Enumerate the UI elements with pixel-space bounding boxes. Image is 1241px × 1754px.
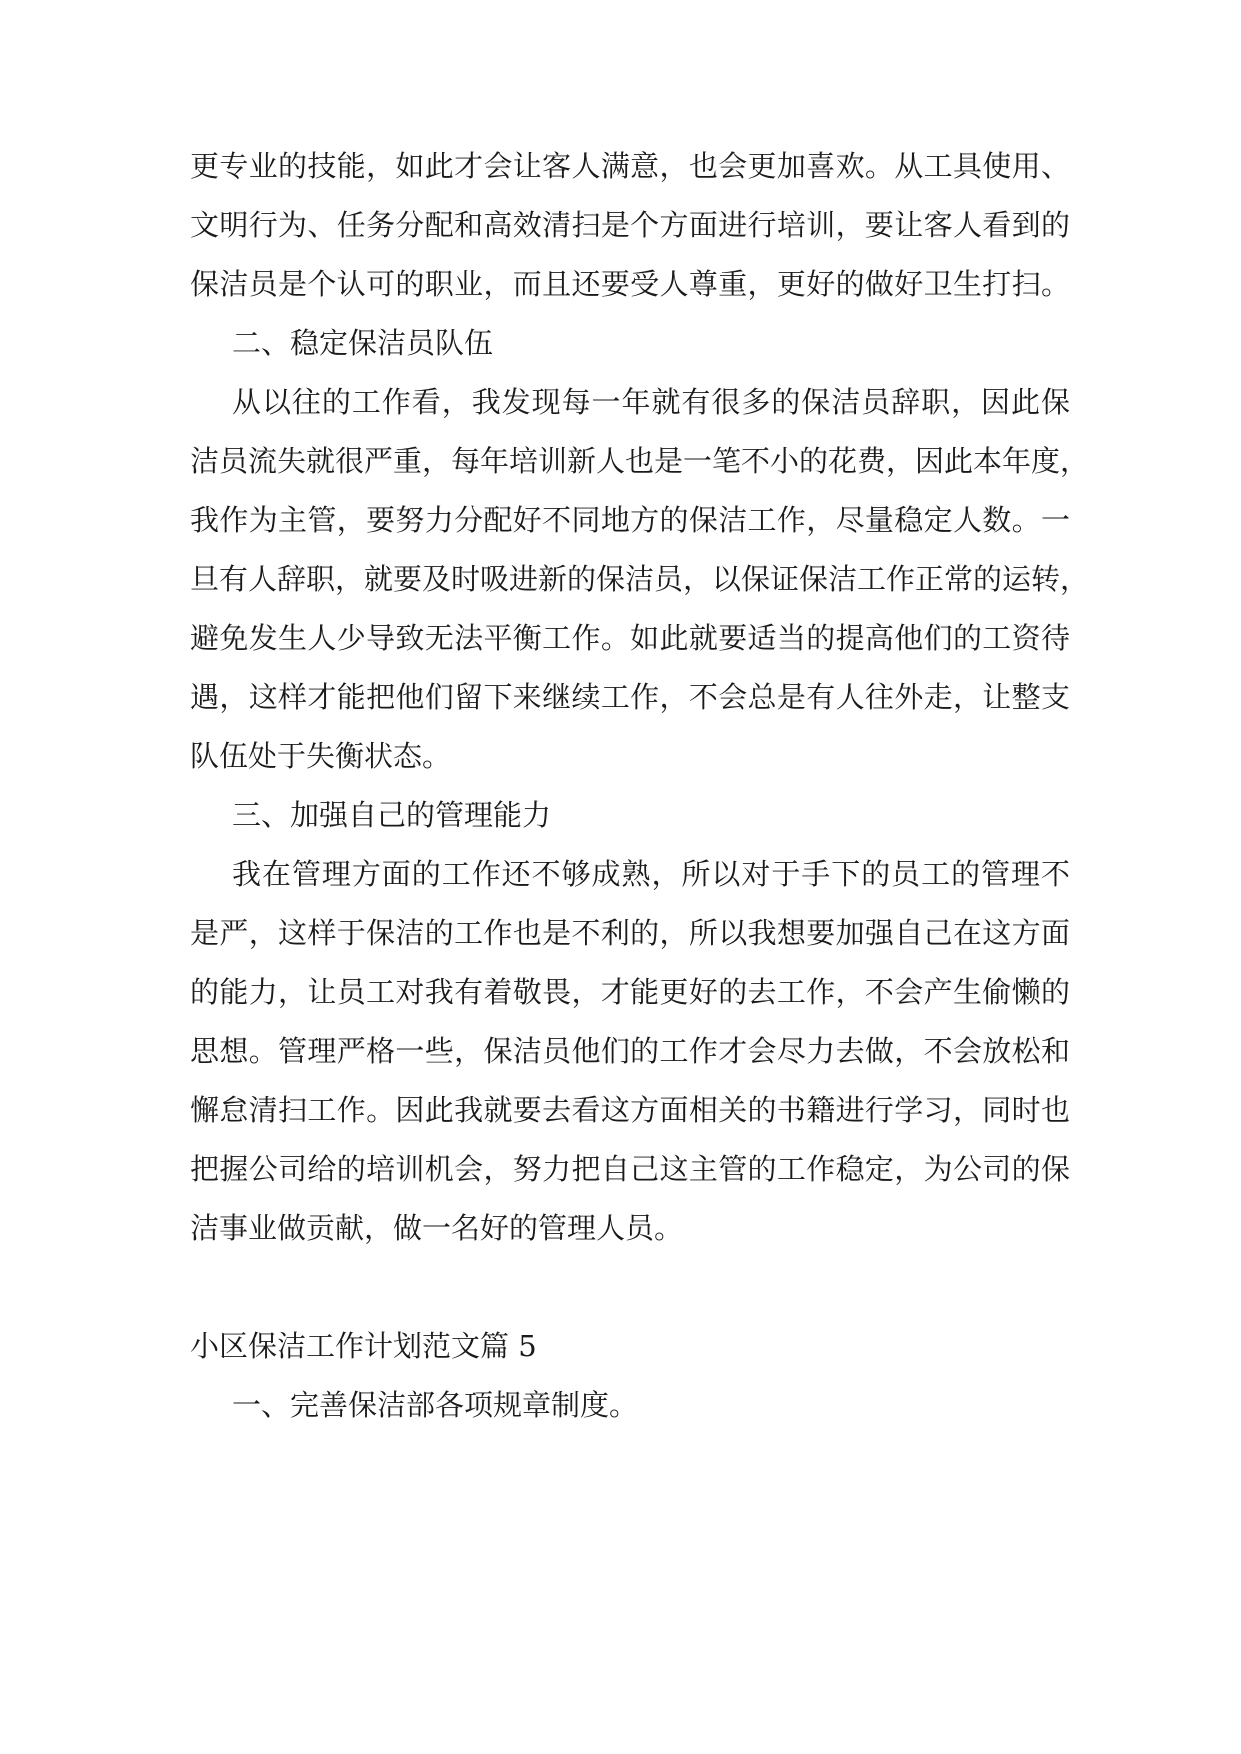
paragraph-2-line-5: 避免发生人少导致无法平衡工作。如此就要适当的提高他们的工资待 (190, 621, 1070, 655)
article-title-5: 小区保洁工作计划范文篇 5 (190, 1329, 537, 1363)
paragraph-2-line-3: 我作为主管，要努力分配好不同地方的保洁工作，尽量稳定人数。一 (190, 503, 1070, 537)
paragraph-2-line-6: 遇，这样才能把他们留下来继续工作，不会总是有人往外走，让整支 (190, 680, 1070, 714)
paragraph-3-line-1: 我在管理方面的工作还不够成熟，所以对于手下的员工的管理不 (232, 857, 1070, 891)
paragraph-3-line-3: 的能力，让员工对我有着敬畏，才能更好的去工作，不会产生偷懒的 (190, 975, 1070, 1009)
paragraph-1-line-1: 更专业的技能，如此才会让客人满意，也会更加喜欢。从工具使用、 (190, 149, 1070, 183)
section-heading-3: 三、加强自己的管理能力 (232, 798, 552, 832)
paragraph-1-line-2: 文明行为、任务分配和高效清扫是个方面进行培训，要让客人看到的 (190, 208, 1070, 242)
paragraph-3-line-2: 是严，这样于保洁的工作也是不利的，所以我想要加强自己在这方面 (190, 916, 1070, 950)
paragraph-3-line-5: 懈怠清扫工作。因此我就要去看这方面相关的书籍进行学习，同时也 (190, 1093, 1070, 1127)
paragraph-3-line-7: 洁事业做贡献，做一名好的管理人员。 (190, 1211, 684, 1245)
paragraph-2-line-1: 从以往的工作看，我发现每一年就有很多的保洁员辞职，因此保 (232, 385, 1070, 419)
section-heading-2: 二、稳定保洁员队伍 (232, 326, 494, 360)
paragraph-2-line-4: 旦有人辞职，就要及时吸进新的保洁员，以保证保洁工作正常的运转， (190, 562, 1090, 596)
paragraph-2-line-7: 队伍处于失衡状态。 (190, 739, 452, 773)
paragraph-3-line-4: 思想。管理严格一些，保洁员他们的工作才会尽力去做，不会放松和 (190, 1034, 1070, 1068)
paragraph-2-line-2: 洁员流失就很严重，每年培训新人也是一笔不小的花费，因此本年度， (190, 444, 1090, 478)
section-heading-5-1: 一、完善保洁部各项规章制度。 (232, 1388, 639, 1422)
paragraph-1-line-3: 保洁员是个认可的职业，而且还要受人尊重，更好的做好卫生打扫。 (190, 267, 1070, 301)
paragraph-3-line-6: 把握公司给的培训机会，努力把自己这主管的工作稳定，为公司的保 (190, 1152, 1070, 1186)
